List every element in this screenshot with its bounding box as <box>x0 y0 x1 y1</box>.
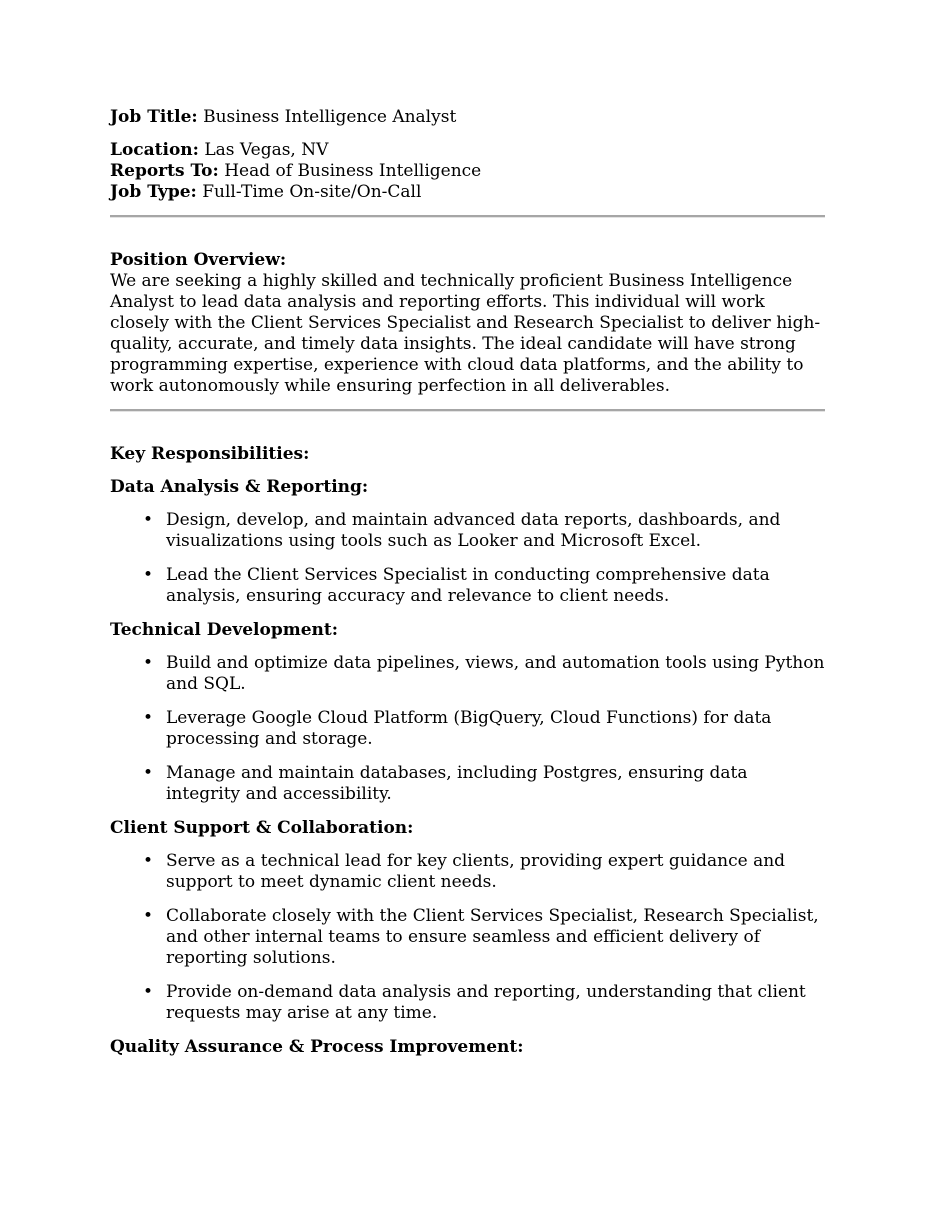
position-overview-heading: Position Overview: <box>110 250 287 270</box>
list-item-text: Provide on-demand data analysis and reporting, understanding that client requests may arise at any time. <box>166 982 806 1023</box>
list-item-text: Manage and maintain databases, including Postgres, ensuring data integrity and accessibility. <box>166 763 748 804</box>
list-item <box>143 565 825 607</box>
list-item <box>143 763 825 805</box>
job-type-value: Full-Time On-site/On-Call <box>202 182 422 202</box>
technical-development-list <box>110 653 825 805</box>
section-heading-client-support: Client Support & Collaboration: <box>110 818 414 838</box>
position-overview-body: We are seeking a highly skilled and technically proficient Business Intelligence Analyst to lead data analysis and reporting efforts. This individual will work closely with the Client Services Specialist and Research Specialist to deliver high-quality, accurate, and timely data insights. The ideal candidate will have strong programming expertise, experience with cloud data platforms, and the ability to work autonomously while ensuring perfection in all deliverables. <box>110 271 821 396</box>
bullet-icon: • <box>143 565 154 585</box>
job-type-label: Job Type: <box>110 182 197 202</box>
list-item-text: Build and optimize data pipelines, views, and automation tools using Python and SQL. <box>166 653 825 694</box>
list-item-text: Leverage Google Cloud Platform (BigQuery, Cloud Functions) for data processing and storage. <box>166 708 772 749</box>
location-label: Location: <box>110 140 199 160</box>
list-item <box>143 653 825 695</box>
bullet-icon: • <box>143 851 154 871</box>
job-title-label: Job Title: <box>110 107 198 127</box>
data-analysis-list <box>110 510 825 607</box>
list-item <box>143 982 825 1024</box>
position-overview <box>110 250 825 397</box>
location-value: Las Vegas, NV <box>204 140 329 160</box>
list-item <box>143 510 825 552</box>
section-heading-technical-development: Technical Development: <box>110 620 339 640</box>
reports-to-value: Head of Business Intelligence <box>224 161 482 181</box>
section-divider <box>110 409 825 412</box>
job-meta-block <box>110 140 825 203</box>
list-item <box>143 906 825 969</box>
list-item-text: Lead the Client Services Specialist in conducting comprehensive data analysis, ensuring accuracy and relevance to client needs. <box>166 565 770 606</box>
list-item <box>143 708 825 750</box>
job-title-line <box>110 107 825 128</box>
bullet-icon: • <box>143 982 154 1002</box>
bullet-icon: • <box>143 510 154 530</box>
bullet-icon: • <box>143 763 154 783</box>
list-item-text: Design, develop, and maintain advanced data reports, dashboards, and visualizations using tools such as Looker and Microsoft Excel. <box>166 510 781 551</box>
list-item-text: Serve as a technical lead for key clients, providing expert guidance and support to meet dynamic client needs. <box>166 851 786 892</box>
section-heading-quality-assurance: Quality Assurance & Process Improvement: <box>110 1037 524 1057</box>
section-heading-data-analysis: Data Analysis & Reporting: <box>110 477 369 497</box>
section-divider <box>110 215 825 218</box>
reports-to-label: Reports To: <box>110 161 219 181</box>
key-responsibilities-heading: Key Responsibilities: <box>110 444 310 464</box>
bullet-icon: • <box>143 906 154 926</box>
job-title-value: Business Intelligence Analyst <box>203 107 457 127</box>
client-support-list <box>110 851 825 1024</box>
bullet-icon: • <box>143 708 154 728</box>
list-item-text: Collaborate closely with the Client Services Specialist, Research Specialist, and other internal teams to ensure seamless and efficient delivery of reporting solutions. <box>166 906 819 968</box>
list-item <box>143 851 825 893</box>
bullet-icon: • <box>143 653 154 673</box>
